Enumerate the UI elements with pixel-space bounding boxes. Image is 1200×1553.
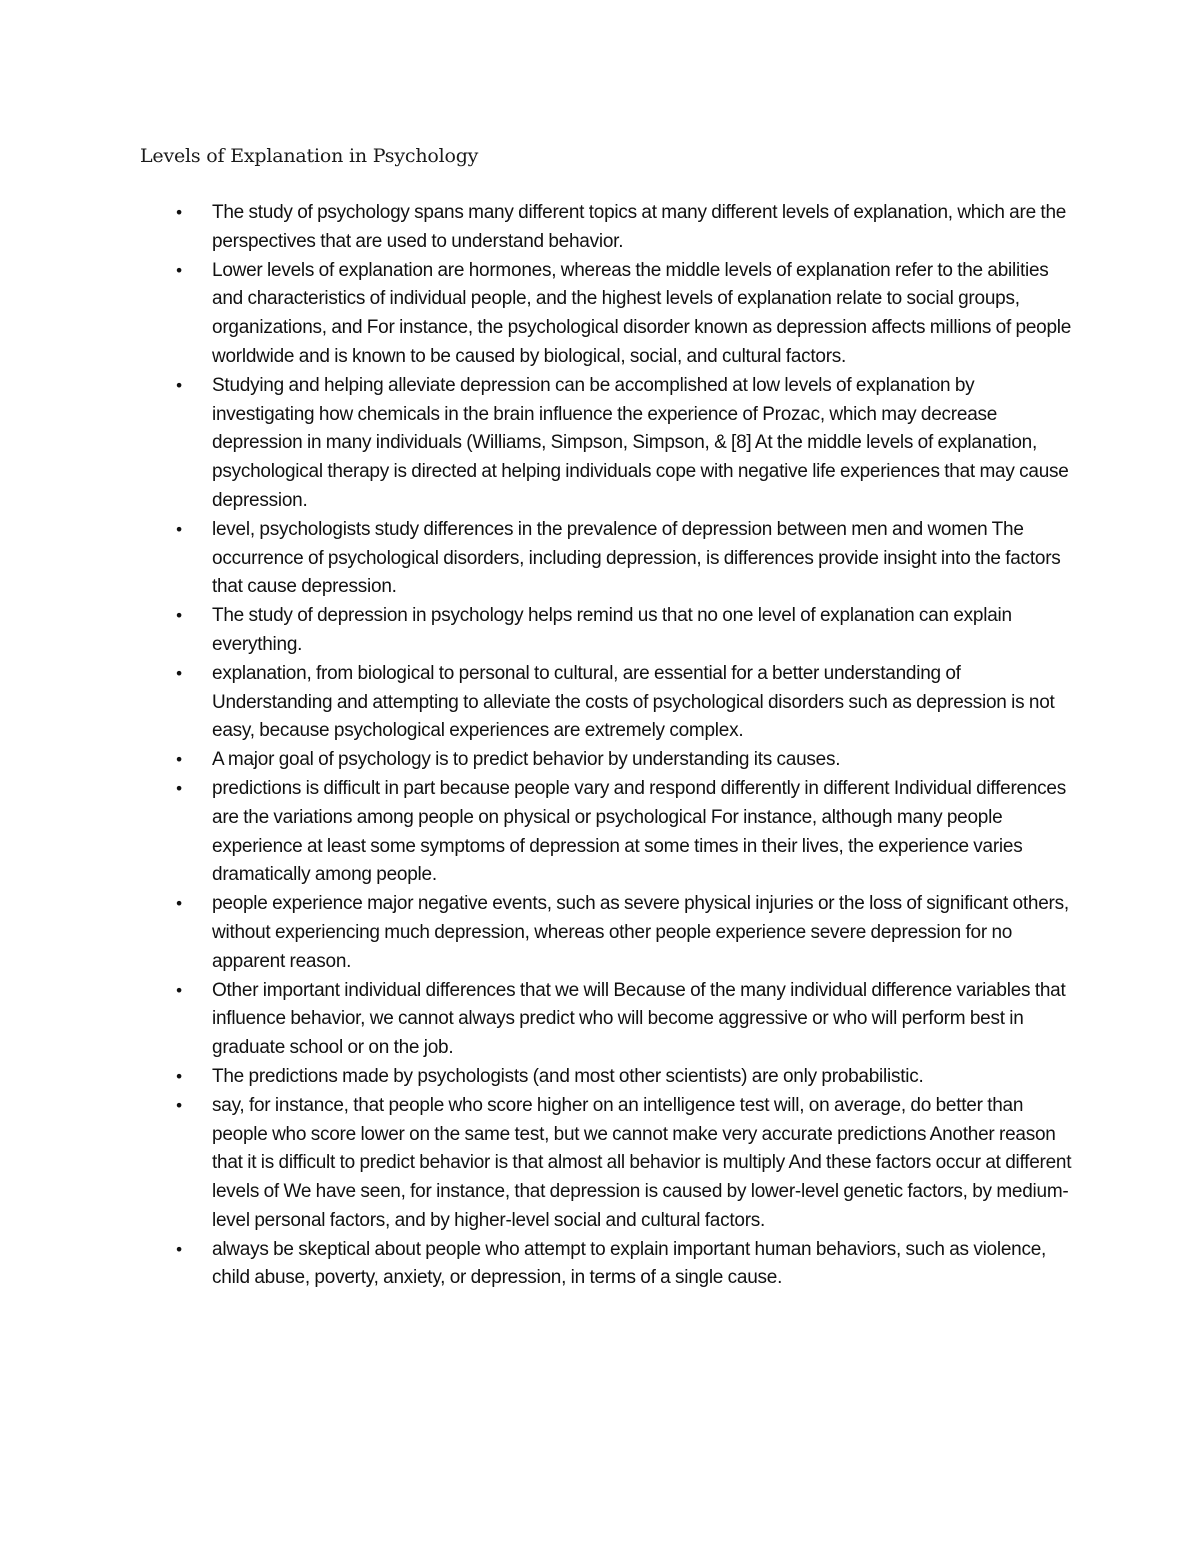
document-title: Levels of Explanation in Psychology bbox=[140, 145, 479, 167]
bullet-icon: • bbox=[174, 1095, 184, 1115]
bullet-icon: • bbox=[174, 260, 184, 280]
bullet-item bbox=[174, 660, 1072, 746]
bullet-text: predictions is difficult in part because people vary and respond differently in different Individual differences are the variations among people on physical or psychological For instance, although many people experience at least some symptoms of depression at some times in their lives, the experience varies dramatically among people. bbox=[212, 777, 1066, 886]
bullet-text: Studying and helping alleviate depression can be accomplished at low levels of explanation by investigating how chemicals in the brain influence the experience of Prozac, which may decrease depression in many individuals (Williams, Simpson, Simpson, & [8] At the middle levels of explanation, psychological therapy is directed at helping individuals cope with negative life experiences that may cause depression. bbox=[212, 374, 1069, 511]
bullet-text: The predictions made by psychologists (and most other scientists) are only probabilistic. bbox=[212, 1065, 924, 1087]
bullet-list bbox=[174, 199, 1072, 1293]
bullet-item bbox=[174, 1063, 1072, 1092]
bullet-icon: • bbox=[174, 203, 184, 222]
bullet-item bbox=[174, 602, 1072, 660]
bullet-item bbox=[174, 775, 1072, 890]
bullet-icon: • bbox=[174, 606, 184, 626]
bullet-item bbox=[174, 746, 1072, 775]
bullet-icon: • bbox=[174, 519, 184, 539]
bullet-text: level, psychologists study differences in the prevalence of depression between men and women The occurrence of psychological disorders, including depression, is differences provide insight into the factors that cause depression. bbox=[212, 518, 1061, 598]
bullet-item bbox=[174, 516, 1072, 602]
bullet-item bbox=[174, 1092, 1072, 1236]
bullet-text: The study of depression in psychology helps remind us that no one level of explanation can explain everything. bbox=[212, 605, 1012, 655]
bullet-icon: • bbox=[174, 375, 184, 395]
bullet-text: say, for instance, that people who score higher on an intelligence test will, on average, do better than people who score lower on the same test, but we cannot make very accurate predictions Another reason that it is difficult to predict behavior is that almost all behavior is multiply And these factors occur at different levels of We have seen, for instance, that depression is caused by lower-level genetic factors, by medium-level personal factors, and by higher-level social and cultural factors. bbox=[212, 1094, 1072, 1231]
bullet-icon: • bbox=[174, 1239, 184, 1259]
bullet-item bbox=[174, 372, 1072, 516]
bullet-icon: • bbox=[174, 663, 184, 683]
bullet-text: explanation, from biological to personal to cultural, are essential for a better understanding of Understanding and attempting to alleviate the costs of psychological disorders such as depression is not easy, because psychological experiences are extremely complex. bbox=[212, 662, 1055, 742]
bullet-icon: • bbox=[174, 980, 184, 1000]
bullet-text: always be skeptical about people who attempt to explain important human behaviors, such as violence, child abuse, poverty, anxiety, or depression, in terms of a single cause. bbox=[212, 1238, 1047, 1289]
bullet-item bbox=[174, 1236, 1072, 1294]
bullet-text: Lower levels of explanation are hormones, whereas the middle levels of explanation refer to the abilities and characteristics of individual people, and the highest levels of explanation relate to social groups, organizations, and For instance, the psychological disorder known as depression affects millions of people worldwide and is known to be caused by biological, social, and cultural factors. bbox=[212, 259, 1072, 367]
bullet-item bbox=[174, 257, 1072, 372]
bullet-item bbox=[174, 977, 1072, 1063]
bullet-text: A major goal of psychology is to predict behavior by understanding its causes. bbox=[212, 749, 841, 771]
bullet-text: The study of psychology spans many different topics at many different levels of explanation, which are the perspectives that are used to understand behavior. bbox=[212, 202, 1067, 252]
bullet-icon: • bbox=[174, 1066, 184, 1086]
bullet-icon: • bbox=[174, 778, 184, 798]
bullet-text: people experience major negative events, such as severe physical injuries or the loss of significant others, without experiencing much depression, whereas other people experience severe depression for no apparent reason. bbox=[212, 893, 1069, 972]
bullet-text: Other important individual differences that we will Because of the many individual difference variables that influence behavior, we cannot always predict who will become aggressive or who will perform best in graduate school or on the job. bbox=[212, 979, 1066, 1059]
bullet-item bbox=[174, 890, 1072, 976]
bullet-icon: • bbox=[174, 894, 184, 914]
bullet-icon: • bbox=[174, 750, 184, 770]
bullet-item bbox=[174, 199, 1072, 257]
